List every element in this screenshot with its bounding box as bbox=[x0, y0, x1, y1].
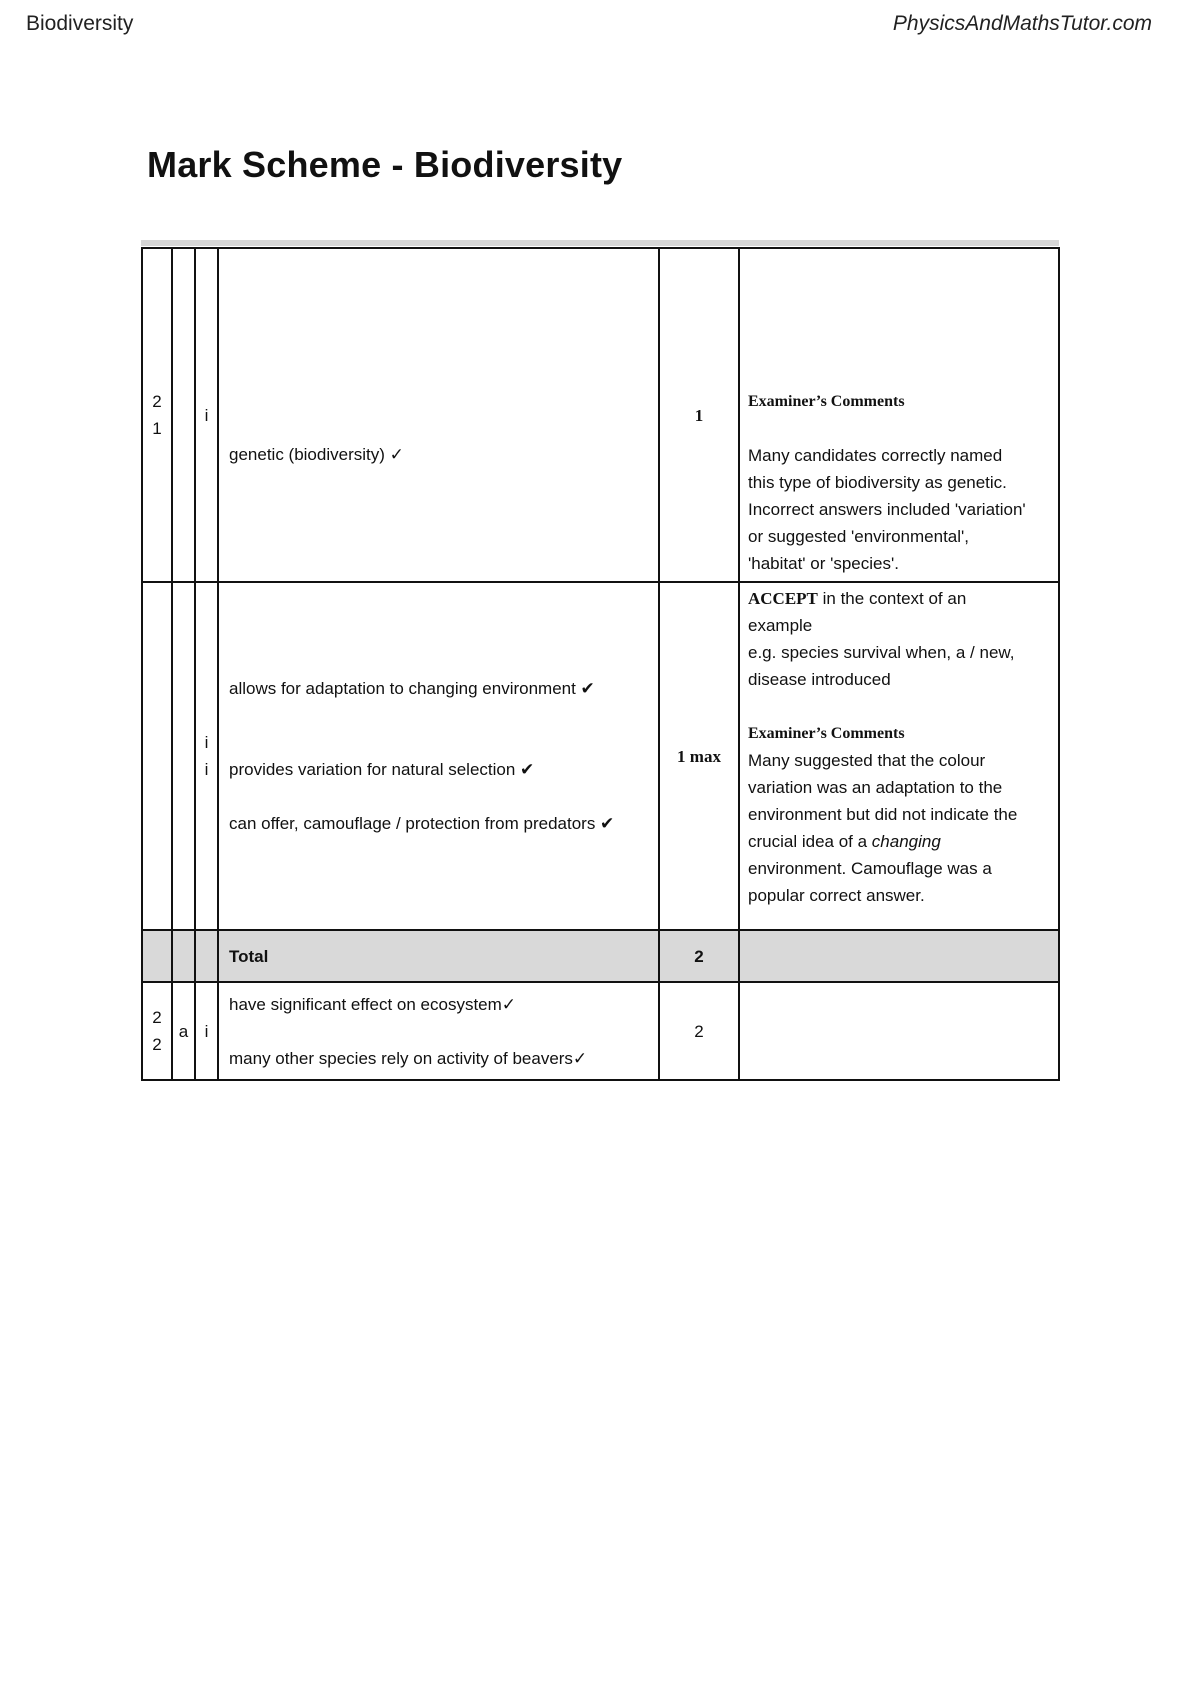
question-part bbox=[172, 582, 195, 930]
guidance-line: Many candidates correctly named bbox=[748, 446, 1003, 465]
question-subpart: i bbox=[195, 248, 218, 582]
guidance-line: or suggested 'environmental', bbox=[748, 527, 970, 546]
question-subpart: i i bbox=[195, 582, 218, 930]
marks-cell: 1 max bbox=[659, 582, 739, 930]
marks-cell: 2 bbox=[659, 982, 739, 1080]
answer-cell bbox=[218, 982, 659, 1080]
table-row bbox=[142, 248, 1059, 582]
examiner-comments-heading: Examiner’s Comments bbox=[748, 725, 905, 742]
table-row bbox=[142, 582, 1059, 930]
guidance-line: Many suggested that the colour bbox=[748, 751, 986, 770]
guidance-line: e.g. species survival when, a / new, bbox=[748, 643, 1015, 662]
answer-cell bbox=[218, 248, 659, 582]
question-part: a bbox=[172, 982, 195, 1080]
guidance-cell bbox=[739, 582, 1059, 930]
question-number: 2 1 bbox=[142, 248, 172, 582]
header-site: PhysicsAndMathsTutor.com bbox=[892, 12, 1152, 35]
accept-label: ACCEPT bbox=[748, 589, 818, 608]
question-part bbox=[172, 248, 195, 582]
answer-text: provides variation for natural selection ✔ bbox=[229, 760, 535, 779]
answer-text: allows for adaptation to changing environment ✔ bbox=[229, 679, 595, 698]
guidance-line: variation was an adaptation to the bbox=[748, 778, 1003, 797]
mark-scheme-table bbox=[141, 247, 1060, 1081]
answer-text: many other species rely on activity of beavers✓ bbox=[229, 1048, 588, 1068]
answer-text: can offer, camouflage / protection from predators ✔ bbox=[229, 814, 615, 833]
guidance-line: crucial idea of a bbox=[748, 832, 872, 851]
total-row bbox=[142, 930, 1059, 982]
guidance-line: disease introduced bbox=[748, 670, 891, 689]
page-title: Mark Scheme - Biodiversity bbox=[147, 144, 623, 185]
guidance-line: environment but did not indicate the bbox=[748, 805, 1018, 824]
table-top-bar bbox=[141, 240, 1059, 246]
examiner-comments-heading: Examiner’s Comments bbox=[748, 393, 905, 410]
emphasis-text: changing bbox=[871, 832, 941, 851]
guidance-line: 'habitat' or 'species'. bbox=[748, 554, 899, 573]
guidance-line: Incorrect answers included 'variation' bbox=[748, 500, 1026, 519]
table-row bbox=[142, 982, 1059, 1080]
answer-cell bbox=[218, 582, 659, 930]
header-subject: Biodiversity bbox=[26, 12, 134, 35]
guidance-line: example bbox=[748, 616, 813, 635]
guidance-cell bbox=[739, 982, 1059, 1080]
question-number: 2 2 bbox=[142, 982, 172, 1080]
guidance-cell bbox=[739, 248, 1059, 582]
total-label: Total bbox=[218, 930, 659, 982]
total-marks: 2 bbox=[659, 930, 739, 982]
answer-text: genetic (biodiversity) ✓ bbox=[229, 445, 404, 464]
guidance-line: environment. Camouflage was a bbox=[748, 859, 992, 878]
guidance-line: this type of biodiversity as genetic. bbox=[748, 473, 1007, 492]
question-number bbox=[142, 582, 172, 930]
question-subpart: i bbox=[195, 982, 218, 1080]
marks-cell: 1 bbox=[659, 248, 739, 582]
guidance-line: in the context of an bbox=[817, 589, 967, 608]
guidance-line: popular correct answer. bbox=[748, 886, 925, 905]
answer-text: have significant effect on ecosystem✓ bbox=[229, 994, 517, 1014]
